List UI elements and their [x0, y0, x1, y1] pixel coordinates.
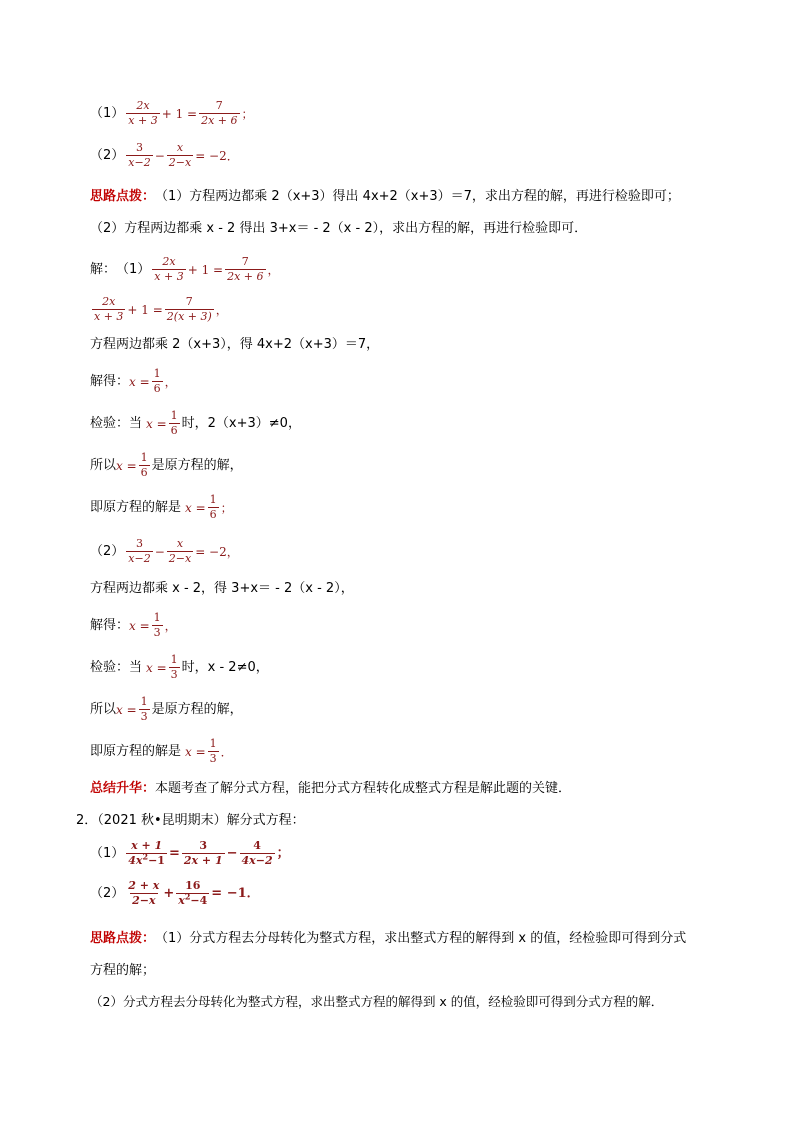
hint-label: 思路点拨： [90, 931, 156, 946]
denominator: 6 [170, 424, 178, 437]
denominator-base: 4x [128, 854, 143, 867]
solution-line-1 [90, 256, 280, 283]
operator: + 1 = [187, 262, 224, 277]
solution-text: 是原方程的解， [151, 458, 243, 473]
denominator: 2−x [132, 894, 156, 907]
solution-line-6 [90, 452, 243, 479]
numerator: 7 [241, 255, 249, 268]
hint-text: （1）分式方程去分母转化为整式方程，求出整式方程的解得到 x 的值，经检验即可得到分式 [155, 931, 687, 946]
fraction [176, 880, 209, 907]
solution-line-12 [90, 696, 243, 723]
numerator: 1 [153, 367, 161, 380]
numerator: x [176, 141, 184, 154]
equation-index: （2） [90, 886, 125, 901]
solution-line-8 [90, 538, 239, 565]
numerator: x [176, 537, 184, 550]
solution-text: 所以 [90, 458, 117, 473]
hint-2-line-1 [90, 932, 686, 945]
fraction [126, 100, 159, 127]
numerator: 7 [215, 99, 223, 112]
fraction [225, 256, 265, 283]
hint-text: 方程的解； [90, 963, 156, 978]
numerator: x + 1 [131, 839, 163, 852]
fraction [167, 142, 193, 169]
operator: = −1． [211, 886, 260, 901]
fraction [139, 696, 150, 723]
denominator: 3 [140, 710, 148, 723]
solution-line-4 [90, 368, 177, 395]
punctuation: ； [220, 500, 233, 515]
fraction [165, 296, 214, 323]
numerator: 1 [170, 409, 178, 422]
solution-text: 所以 [90, 702, 117, 717]
fraction [169, 654, 180, 681]
variable: x = [185, 744, 206, 759]
denominator: x−2 [128, 552, 151, 565]
denominator: 2x + 6 [227, 270, 264, 283]
fraction [167, 538, 193, 565]
denominator: x−2 [128, 156, 151, 169]
fraction [208, 494, 219, 521]
denominator: 6 [153, 382, 161, 395]
fraction [208, 738, 219, 765]
solution-text: 时，2（x+3）≠0， [181, 416, 301, 431]
equation-index: （1） [90, 846, 125, 861]
numerator: 3 [135, 141, 143, 154]
variable: x = [116, 458, 137, 473]
denominator: 3 [209, 752, 217, 765]
solution-line-3 [90, 338, 379, 351]
denominator-tail: −4 [190, 894, 208, 907]
operator: − [154, 148, 165, 163]
numerator: 1 [140, 451, 148, 464]
question-2-equation-1 [90, 840, 290, 867]
denominator [176, 893, 209, 907]
solution-line-2 [90, 296, 228, 323]
hint-text: （1）方程两边都乘 2（x+3）得出 4x+2（x+3）＝7，求出方程的解，再进行检验即可； [155, 189, 680, 204]
variable: x = [129, 618, 150, 633]
numerator: 3 [199, 839, 208, 852]
solution-line-7 [90, 494, 233, 521]
summary-text: 本题考查了解分式方程，能把分式方程转化成整式方程是解此题的关键． [155, 781, 572, 796]
solution-label: 解： [90, 262, 117, 277]
fraction [92, 296, 125, 323]
punctuation: ； [276, 846, 290, 861]
fraction [169, 410, 180, 437]
exponent: 2 [142, 851, 149, 862]
hint-1-line-2 [90, 222, 587, 235]
fraction [126, 880, 161, 907]
solution-text: 方程两边都乘 x - 2，得 3+x＝ - 2（x - 2）， [90, 581, 354, 596]
numerator: 7 [185, 295, 193, 308]
operator: − [226, 846, 238, 861]
operator: + 1 = [127, 302, 163, 317]
variable: x = [116, 702, 137, 717]
numerator: 2 + x [128, 879, 160, 892]
denominator: 2x + 6 [201, 114, 238, 127]
numerator: 16 [185, 879, 201, 892]
summary-line [90, 782, 571, 795]
hint-2-line-3 [90, 996, 663, 1009]
equation-index: （1） [116, 262, 151, 277]
punctuation: ． [220, 744, 233, 759]
variable: x = [185, 500, 206, 515]
fraction [182, 840, 225, 867]
denominator: 2(x + 3) [166, 310, 212, 323]
denominator: x + 3 [94, 310, 124, 323]
denominator: 3 [153, 626, 161, 639]
operator: = −2， [195, 544, 239, 559]
denominator: 2x + 1 [183, 854, 223, 867]
numerator: 4 [253, 839, 261, 852]
operator: + [163, 886, 175, 901]
fraction [240, 840, 275, 867]
punctuation: ， [164, 618, 177, 633]
variable: x = [129, 374, 150, 389]
denominator: 4x−2 [241, 854, 273, 867]
punctuation: ； [241, 106, 254, 121]
numerator: 1 [209, 493, 217, 506]
numerator: 3 [135, 537, 143, 550]
fraction [126, 538, 152, 565]
variable: x = [146, 660, 167, 675]
hint-1-line-1 [90, 190, 680, 203]
punctuation: ， [267, 262, 280, 277]
numerator: 1 [140, 695, 148, 708]
solution-line-10 [90, 612, 177, 639]
solution-text: 时，x - 2≠0， [181, 660, 269, 675]
solution-line-9 [90, 582, 354, 595]
denominator: 2−x [168, 156, 192, 169]
equation-index: （1） [90, 106, 125, 121]
solution-text: 即原方程的解是 [90, 744, 182, 759]
operator: − [154, 544, 165, 559]
problem-1-equation-1 [90, 100, 254, 127]
question-2-title [76, 814, 305, 827]
fraction [139, 452, 150, 479]
hint-2-line-2 [90, 964, 155, 977]
denominator: 2−x [168, 552, 192, 565]
fraction [126, 840, 167, 867]
solution-text: 解得： [90, 618, 130, 633]
solution-text: 是原方程的解， [151, 702, 243, 717]
numerator: 2x [102, 295, 116, 308]
numerator: 1 [170, 653, 178, 666]
problem-1-equation-2 [90, 142, 239, 169]
operator: = −2． [195, 148, 239, 163]
numerator: 2x [162, 255, 176, 268]
hint-text: （2）分式方程去分母转化为整式方程，求出整式方程的解得到 x 的值，经检验即可得到分式方程的解． [90, 994, 664, 1009]
fraction [152, 368, 163, 395]
denominator: x + 3 [128, 114, 158, 127]
solution-line-5 [90, 410, 301, 437]
operator: = [168, 846, 180, 861]
summary-label: 总结升华： [90, 781, 156, 796]
fraction [199, 100, 239, 127]
equation-index: （2） [90, 148, 125, 163]
numerator: 1 [153, 611, 161, 624]
solution-line-13 [90, 738, 233, 765]
numerator: 1 [209, 737, 217, 750]
hint-text: （2）方程两边都乘 x - 2 得出 3+x＝ - 2（x - 2），求出方程的解，再进行检验即可． [90, 221, 588, 236]
solution-line-11 [90, 654, 269, 681]
solution-text: 方程两边都乘 2（x+3），得 4x+2（x+3）＝7， [90, 337, 380, 352]
punctuation: ， [215, 302, 228, 317]
operator: + 1 = [161, 106, 198, 121]
denominator: 6 [209, 508, 217, 521]
exponent: 2 [184, 891, 191, 902]
punctuation: ， [164, 374, 177, 389]
denominator-tail: −1 [148, 854, 165, 867]
denominator [126, 853, 167, 867]
fraction [152, 612, 163, 639]
question-title: 2．（2021 秋•昆明期末）解分式方程： [76, 813, 305, 828]
solution-text: 检验：当 [90, 416, 143, 431]
numerator: 2x [136, 99, 150, 112]
equation-index: （2） [90, 544, 125, 559]
question-2-equation-2 [90, 880, 260, 907]
denominator: x + 3 [154, 270, 184, 283]
solution-text: 检验：当 [90, 660, 143, 675]
variable: x = [146, 416, 167, 431]
denominator-base: x [178, 894, 185, 907]
denominator: 6 [140, 466, 148, 479]
fraction [126, 142, 152, 169]
solution-text: 即原方程的解是 [90, 500, 182, 515]
solution-text: 解得： [90, 374, 130, 389]
denominator: 3 [170, 668, 178, 681]
fraction [152, 256, 185, 283]
hint-label: 思路点拨： [90, 189, 156, 204]
